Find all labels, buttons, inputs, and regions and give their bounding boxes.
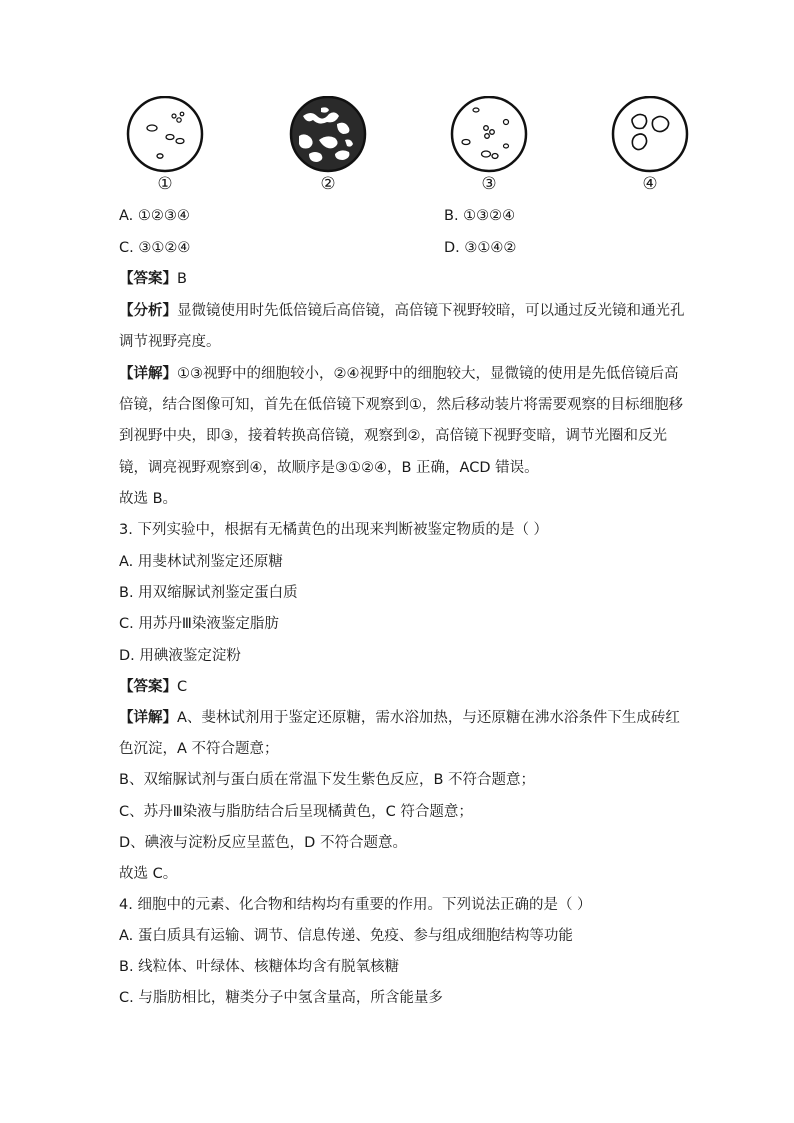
q2-detail-line-4: 镜，调亮视野观察到④，故顺序是③①②④，B 正确，ACD 错误。 [119, 460, 539, 476]
q2-analysis-line-2: 调节视野亮度。 [119, 334, 221, 350]
q3-detail-line-5: D、碘液与淀粉反应呈蓝色，D 不符合题意。 [119, 835, 407, 851]
figure-2 [285, 96, 371, 196]
analysis-tag: 【分析】 [119, 303, 177, 319]
q2-detail-line-2: 倍镜，结合图像可知，首先在低倍镜下观察到①，然后移动装片将需要观察的目标细胞移 [119, 397, 683, 413]
microscope-figures [0, 96, 794, 200]
q3-detail-line-4: C、苏丹Ⅲ染液与脂肪结合后呈现橘黄色，C 符合题意； [119, 804, 473, 820]
microscope-field-3-image [446, 96, 532, 176]
detail-text: A、斐林试剂用于鉴定还原糖，需水浴加热，与还原糖在沸水浴条件下生成砖红 [177, 710, 680, 726]
q3-detail-line-3: B、双缩脲试剂与蛋白质在常温下发生紫色反应，B 不符合题意； [119, 772, 536, 788]
q4-option-b: B. 线粒体、叶绿体、核糖体均含有脱氧核糖 [119, 959, 400, 975]
q2-option-b: B. ①③②④ [444, 208, 516, 224]
q2-detail-line-3: 到视野中央，即③，接着转换高倍镜，观察到②，高倍镜下视野变暗，调节光圈和反光 [119, 428, 667, 444]
figure-4 [607, 96, 693, 196]
q3-detail-line-1 [119, 708, 680, 728]
figure-3 [446, 96, 532, 196]
figure-1 [122, 96, 208, 196]
q3-option-a: A. 用斐林试剂鉴定还原糖 [119, 554, 283, 570]
figure-1-label: ① [157, 174, 173, 194]
answer-tag: 【答案】 [119, 679, 177, 695]
q4-option-c: C. 与脂肪相比，糖类分子中氢含量高，所含能量多 [119, 990, 443, 1006]
q3-conclusion: 故选 C。 [119, 866, 178, 882]
answer-value: B [177, 271, 187, 287]
q2-answer [119, 269, 187, 289]
answer-tag: 【答案】 [119, 271, 177, 287]
microscope-field-1-image [122, 96, 208, 176]
microscope-field-2-image [285, 96, 371, 176]
q3-detail-line-2: 色沉淀，A 不符合题意； [119, 741, 279, 757]
q3-option-d: D. 用碘液鉴定淀粉 [119, 648, 241, 664]
q2-conclusion: 故选 B。 [119, 491, 178, 507]
figure-2-label: ② [320, 174, 336, 194]
detail-tag: 【详解】 [119, 710, 177, 726]
analysis-text: 显微镜使用时先低倍镜后高倍镜，高倍镜下视野较暗，可以通过反光镜和通光孔 [177, 303, 685, 319]
q2-option-c: C. ③①②④ [119, 240, 191, 256]
q3-option-b: B. 用双缩脲试剂鉴定蛋白质 [119, 585, 298, 601]
microscope-field-4-image [607, 96, 693, 176]
q3-option-c: C. 用苏丹Ⅲ染液鉴定脂肪 [119, 616, 279, 632]
detail-tag: 【详解】 [119, 366, 177, 382]
q2-analysis-line-1 [119, 301, 685, 321]
q2-option-a: A. ①②③④ [119, 208, 190, 224]
answer-value: C [177, 679, 188, 695]
figure-3-label: ③ [481, 174, 497, 194]
q4-stem: 4. 细胞中的元素、化合物和结构均有重要的作用。下列说法正确的是（ ） [119, 897, 592, 913]
q4-option-a: A. 蛋白质具有运输、调节、信息传递、免疫、参与组成细胞结构等功能 [119, 928, 573, 944]
figure-4-label: ④ [642, 174, 658, 194]
q3-answer [119, 677, 187, 697]
q2-option-d: D. ③①④② [444, 240, 517, 256]
detail-text: ①③视野中的细胞较小，②④视野中的细胞较大，显微镜的使用是先低倍镜后高 [177, 366, 679, 382]
q2-detail-line-1 [119, 364, 679, 384]
q3-stem: 3. 下列实验中，根据有无橘黄色的出现来判断被鉴定物质的是（ ） [119, 522, 549, 538]
